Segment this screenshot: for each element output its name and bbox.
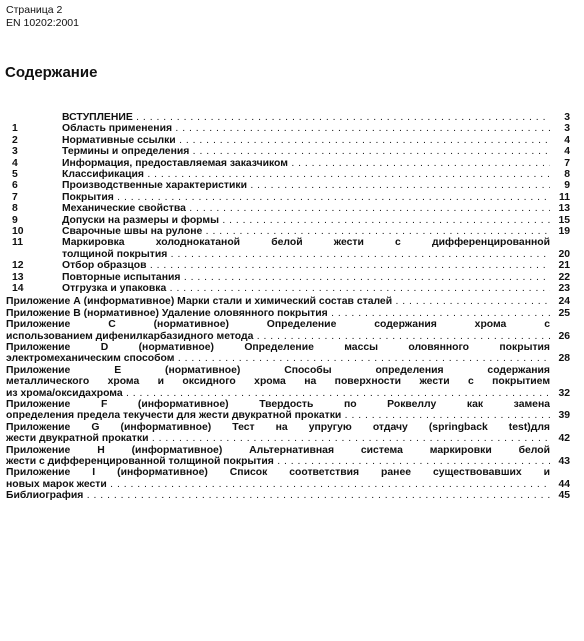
toc-entry-number: 10 bbox=[12, 226, 24, 238]
toc-entry-text: Сварочные швы на рулоне . . . bbox=[62, 226, 550, 237]
toc-entry-text: использованием дифенилкарбазидного метода . . . bbox=[6, 331, 550, 342]
toc-entry-text: Нормативные ссылки . . . bbox=[62, 135, 550, 146]
toc-entry-number: 1 bbox=[12, 123, 18, 135]
toc-entry-text: Приложение В (нормативное) Удаление оловянного покрытия . . . bbox=[6, 308, 550, 319]
toc-entry-page: 4 bbox=[564, 134, 570, 146]
toc-entry-text: Маркировка холоднокатаной белой жести с дифференцированной bbox=[62, 237, 550, 249]
toc-entry-text: жести двукратной прокатки . . . bbox=[6, 433, 550, 444]
toc-entry-page: 15 bbox=[558, 214, 570, 226]
table-of-contents bbox=[4, 112, 572, 502]
toc-entry-text: Приложение I (информативное) Список соответствия ранее существовавших и bbox=[6, 467, 550, 479]
toc-entry-number: 11 bbox=[12, 237, 23, 249]
toc-entry-page: 43 bbox=[558, 456, 570, 468]
toc-entry-text: Допуски на размеры и формы . . . bbox=[62, 215, 550, 226]
toc-entry-page: 21 bbox=[558, 260, 570, 272]
toc-entry-number: 12 bbox=[12, 260, 24, 272]
toc-entry bbox=[4, 123, 572, 134]
toc-entry-text: толщиной покрытия . . . bbox=[62, 249, 550, 260]
toc-entry-page: 25 bbox=[558, 307, 570, 319]
toc-entry bbox=[4, 112, 572, 123]
toc-entry bbox=[4, 203, 572, 214]
toc-entry bbox=[4, 158, 572, 169]
toc-entry-text: Приложение G (информативное) Тест на упругую отдачу (springback test)для bbox=[6, 421, 550, 433]
toc-entry-text: определения предела текучести для жести двукратной прокатки . . . bbox=[6, 410, 550, 421]
toc-entry-number: 7 bbox=[12, 191, 18, 203]
toc-entry bbox=[4, 308, 572, 319]
page-title: Содержание bbox=[5, 64, 98, 81]
toc-entry-number: 4 bbox=[12, 157, 18, 169]
toc-entry-page: 22 bbox=[558, 271, 570, 283]
toc-entry bbox=[4, 192, 572, 203]
toc-entry-text: металлического хрома и оксидного хрома на поверхности жести с покрытием bbox=[6, 376, 550, 388]
toc-entry-page: 45 bbox=[558, 490, 570, 502]
toc-entry bbox=[4, 365, 572, 399]
toc-entry-text: Повторные испытания . . . bbox=[62, 272, 550, 283]
toc-entry-page: 20 bbox=[558, 248, 570, 260]
toc-entry-page: 9 bbox=[564, 180, 570, 192]
toc-entry-page: 42 bbox=[558, 433, 570, 445]
toc-entry bbox=[4, 490, 572, 501]
toc-entry bbox=[4, 342, 572, 365]
toc-entry bbox=[4, 319, 572, 342]
toc-entry-text: Приложение D (нормативное) Определение массы оловянного покрытия bbox=[6, 342, 550, 354]
toc-entry-page: 23 bbox=[558, 283, 570, 295]
toc-entry-page: 19 bbox=[558, 226, 570, 238]
toc-entry bbox=[4, 467, 572, 490]
toc-entry-page: 3 bbox=[564, 112, 570, 123]
toc-entry-page: 39 bbox=[558, 410, 570, 422]
toc-entry-page: 8 bbox=[564, 169, 570, 181]
toc-entry-number: 5 bbox=[12, 169, 18, 181]
toc-entry-text: Приложение Н (информативное) Альтернативная система маркировки белой bbox=[6, 444, 550, 456]
toc-entry-text: ВСТУПЛЕНИЕ . . . bbox=[62, 112, 550, 123]
toc-entry-text: новых марок жести . . . bbox=[6, 479, 550, 490]
toc-entry-page: 3 bbox=[564, 123, 570, 135]
toc-entry-number: 6 bbox=[12, 180, 18, 192]
toc-entry-text: Отгрузка и упаковка . . . bbox=[62, 283, 550, 294]
toc-entry-text: Механические свойства . . . bbox=[62, 203, 550, 214]
toc-entry-number: 2 bbox=[12, 134, 18, 146]
page-label: Страница 2 bbox=[6, 4, 63, 16]
toc-entry-page: 24 bbox=[558, 296, 570, 308]
toc-entry bbox=[4, 180, 572, 191]
toc-entry-page: 32 bbox=[558, 387, 570, 399]
toc-entry-text: Приложение А (информативное) Марки стали и химический состав сталей . . . bbox=[6, 296, 550, 307]
toc-entry-text: Производственные характеристики . . . bbox=[62, 180, 550, 191]
toc-entry-page: 11 bbox=[559, 191, 570, 203]
toc-entry-page: 7 bbox=[564, 157, 570, 169]
toc-entry-text: Покрытия . . . bbox=[62, 192, 550, 203]
toc-entry bbox=[4, 422, 572, 445]
toc-entry-text: из хрома/оксидахрома . . . bbox=[6, 388, 550, 399]
toc-entry-text: Приложение Е (нормативное) Способы определения содержания bbox=[6, 364, 550, 376]
toc-entry-text: Библиография . . . bbox=[6, 490, 550, 501]
toc-entry-number: 13 bbox=[12, 271, 24, 283]
toc-entry-text: электромеханическим способом . . . bbox=[6, 353, 550, 364]
toc-entry bbox=[4, 445, 572, 468]
toc-entry bbox=[4, 169, 572, 180]
toc-entry-number: 3 bbox=[12, 146, 18, 158]
toc-entry bbox=[4, 237, 572, 260]
toc-entry-number: 8 bbox=[12, 203, 18, 215]
toc-entry-text: жести с дифференцированной толщиной покрытия . . . bbox=[6, 456, 550, 467]
toc-entry-page: 13 bbox=[558, 203, 570, 215]
standard-number: EN 10202:2001 bbox=[6, 17, 79, 29]
toc-entry-number: 9 bbox=[12, 214, 18, 226]
toc-entry bbox=[4, 135, 572, 146]
toc-entry bbox=[4, 296, 572, 307]
toc-entry-page: 26 bbox=[558, 330, 570, 342]
toc-entry-text: Область применения . . . bbox=[62, 123, 550, 134]
toc-entry-text: Классификация . . . bbox=[62, 169, 550, 180]
toc-entry bbox=[4, 215, 572, 226]
toc-entry bbox=[4, 146, 572, 157]
toc-entry-text: Приложение F (информативное) Твердость по Роквеллу как замена bbox=[6, 399, 550, 411]
toc-entry-page: 4 bbox=[564, 146, 570, 158]
toc-entry-text: Приложение С (нормативное) Определение содержания хрома с bbox=[6, 319, 550, 331]
toc-entry bbox=[4, 283, 572, 294]
toc-entry-number: 14 bbox=[12, 283, 24, 295]
toc-entry-text: Информация, предоставляемая заказчиком . . . bbox=[62, 158, 550, 169]
toc-entry-page: 28 bbox=[558, 353, 570, 365]
toc-entry bbox=[4, 260, 572, 271]
toc-entry-page: 44 bbox=[558, 478, 570, 490]
toc-entry bbox=[4, 226, 572, 237]
toc-entry-text: Термины и определения . . . bbox=[62, 146, 550, 157]
toc-entry bbox=[4, 272, 572, 283]
toc-entry-text: Отбор образцов . . . bbox=[62, 260, 550, 271]
toc-entry bbox=[4, 399, 572, 422]
